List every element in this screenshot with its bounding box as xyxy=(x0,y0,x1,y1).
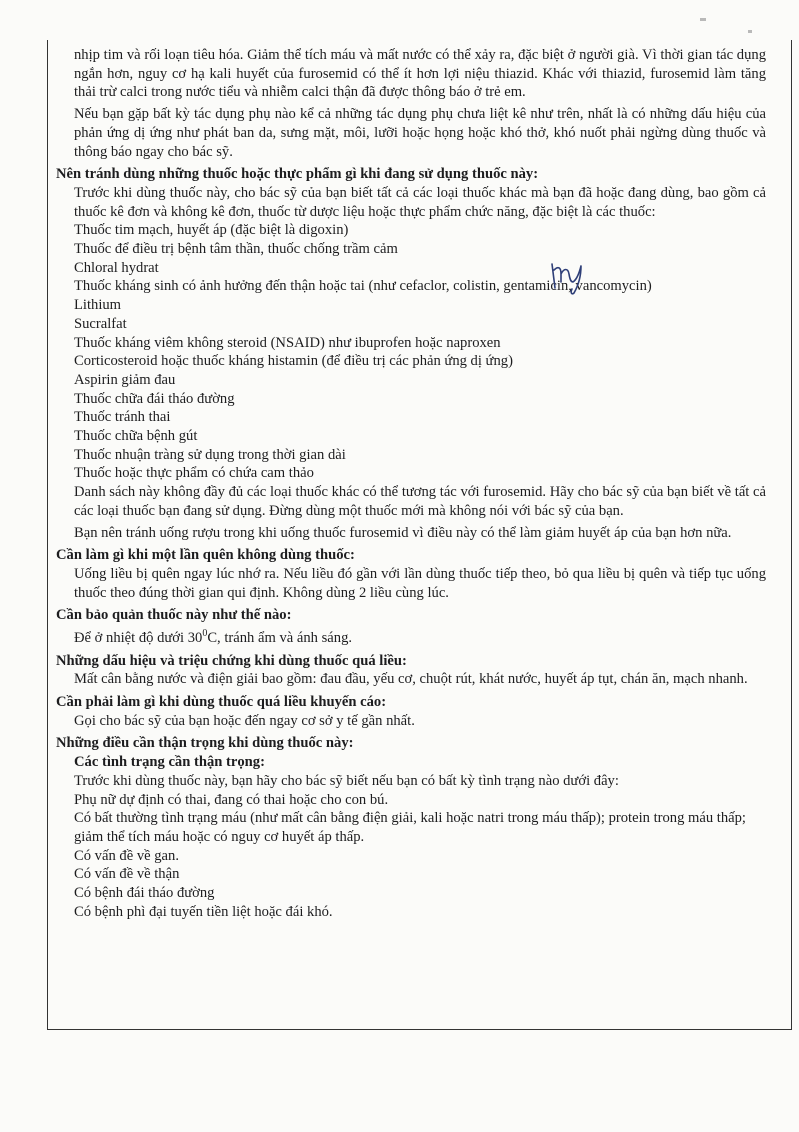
list-item: Thuốc kháng sinh có ảnh hưởng đến thận hoặc tai (như cefaclor, colistin, gentamicin, vancomycin) xyxy=(74,278,652,295)
overdose-action-heading: Cần phải làm gì khi dùng thuốc quá liều khuyến cáo: xyxy=(56,694,387,711)
list-item: Có vấn đề về thận xyxy=(74,866,180,883)
list-item: Có bất thường tình trạng máu (như mất cân bằng điện giải, kali hoặc natri trong máu thấp); protein trong máu thấp; giảm thể tích máu hoặc có nguy cơ huyết áp thấp. xyxy=(74,810,746,845)
missed-dose-text: Uống liều bị quên ngay lúc nhớ ra. Nếu liều đó gần với lần dùng thuốc tiếp theo, bỏ qua liều bị quên và tiếp tục uống thuốc theo đúng thời gian qui định. Không dùng 2 liều cùng lúc. xyxy=(74,565,766,601)
precautions-heading: Những điều cần thận trọng khi dùng thuốc này: xyxy=(56,735,354,752)
list-item: Corticosteroid hoặc thuốc kháng histamin (để điều trị các phản ứng dị ứng) xyxy=(74,353,513,370)
precautions-subheading: Các tình trạng cần thận trọng: xyxy=(74,754,265,771)
interactions-intro: Trước khi dùng thuốc này, cho bác sỹ của bạn biết tất cả các loại thuốc khác mà bạn đã hoặc đang dùng, bao gồm cả thuốc kê đơn và không kê đơn, thuốc từ dược liệu hoặc thực phẩm chức năng, đặc biệt là các thuốc: xyxy=(74,184,766,220)
list-item: Thuốc hoặc thực phẩm có chứa cam thảo xyxy=(74,465,314,482)
overdose-action-text: Gọi cho bác sỹ của bạn hoặc đến ngay cơ sở y tế gần nhất. xyxy=(74,712,415,729)
list-item: Thuốc kháng viêm không steroid (NSAID) như ibuprofen hoặc naproxen xyxy=(74,334,501,351)
list-item: Có bệnh phì đại tuyến tiền liệt hoặc đái khó. xyxy=(74,903,333,920)
precautions-list xyxy=(56,791,766,922)
interactions-heading: Nên tránh dùng những thuốc hoặc thực phẩm gì khi đang sử dụng thuốc này: xyxy=(56,166,539,183)
storage-heading: Cần bảo quản thuốc này như thế nào: xyxy=(56,607,292,624)
list-item: Phụ nữ dự định có thai, đang có thai hoặc cho con bú. xyxy=(74,791,389,808)
list-item: Thuốc chữa bệnh gút xyxy=(74,428,198,445)
allergy-warning-paragraph: Nếu bạn gặp bất kỳ tác dụng phụ nào kể cả những tác dụng phụ chưa liệt kê như trên, nhất là có những dấu hiệu của phản ứng dị ứng như phát ban da, sưng mặt, môi, lưỡi hoặc họng hoặc khó thở, khó nuốt phải ngừng dùng thuốc và thông báo ngay cho bác sỹ. xyxy=(74,106,766,160)
list-item: Thuốc để điều trị bệnh tâm thần, thuốc chống trầm cảm xyxy=(74,241,398,258)
degree-superscript: 0 xyxy=(202,628,208,640)
handwritten-signature-icon xyxy=(548,258,588,296)
list-item: Có vấn đề về gan. xyxy=(74,847,179,864)
precautions-intro: Trước khi dùng thuốc này, bạn hãy cho bác sỹ biết nếu bạn có bất kỳ tình trạng nào dưới đây: xyxy=(74,772,619,789)
list-item: Thuốc nhuận tràng sử dụng trong thời gian dài xyxy=(74,446,346,463)
storage-text xyxy=(56,625,766,648)
list-item: Thuốc tránh thai xyxy=(74,409,171,426)
interactions-list xyxy=(56,221,766,483)
list-item: Thuốc tim mạch, huyết áp (đặc biệt là digoxin) xyxy=(74,222,349,239)
list-item: Lithium xyxy=(74,297,122,314)
interactions-note: Danh sách này không đầy đủ các loại thuốc khác có thể tương tác với furosemid. Hãy cho bác sỹ của bạn biết về tất cả các loại thuốc bạn đang sử dụng. Đừng dùng một thuốc mới mà không nói với bác sỹ của bạn. xyxy=(74,484,766,519)
storage-text-end: C, tránh ẩm và ánh sáng. xyxy=(207,629,353,646)
alcohol-note: Bạn nên tránh uống rượu trong khi uống thuốc furosemid vì điều này có thể làm giảm huyết áp của bạn hơn nữa. xyxy=(74,524,732,541)
scan-speck xyxy=(748,30,752,33)
missed-dose-heading: Cần làm gì khi một lần quên không dùng thuốc: xyxy=(56,547,355,564)
list-item: Thuốc chữa đái tháo đường xyxy=(74,390,235,407)
storage-text-start: Để ở nhiệt độ dưới 30 xyxy=(74,629,203,646)
list-item: Sucralfat xyxy=(74,315,127,332)
overdose-signs-heading: Những dấu hiệu và triệu chứng khi dùng thuốc quá liều: xyxy=(56,652,407,669)
list-item: Aspirin giảm đau xyxy=(74,371,176,388)
overdose-signs-text: Mất cân bằng nước và điện giải bao gồm: đau đầu, yếu cơ, chuột rút, khát nước, huyết áp tụt, chán ăn, mạch nhanh. xyxy=(74,671,748,688)
scan-speck xyxy=(700,18,706,21)
list-item: Chloral hydrat xyxy=(74,259,159,276)
document-body xyxy=(56,46,766,922)
side-effects-paragraph: nhịp tim và rối loạn tiêu hóa. Giảm thể tích máu và mất nước có thể xảy ra, đặc biệt ở người già. Vì thời gian tác dụng ngắn hơn, nguy cơ hạ kali huyết của furosemid có thể ít hơn lợi niệu thiazid. Khác với thiazid, furosemid làm tăng thải trừ calci trong nước tiểu và nhiễm calci thận đã được thông báo ở trẻ em. xyxy=(74,47,766,101)
list-item: Có bệnh đái tháo đường xyxy=(74,885,215,902)
